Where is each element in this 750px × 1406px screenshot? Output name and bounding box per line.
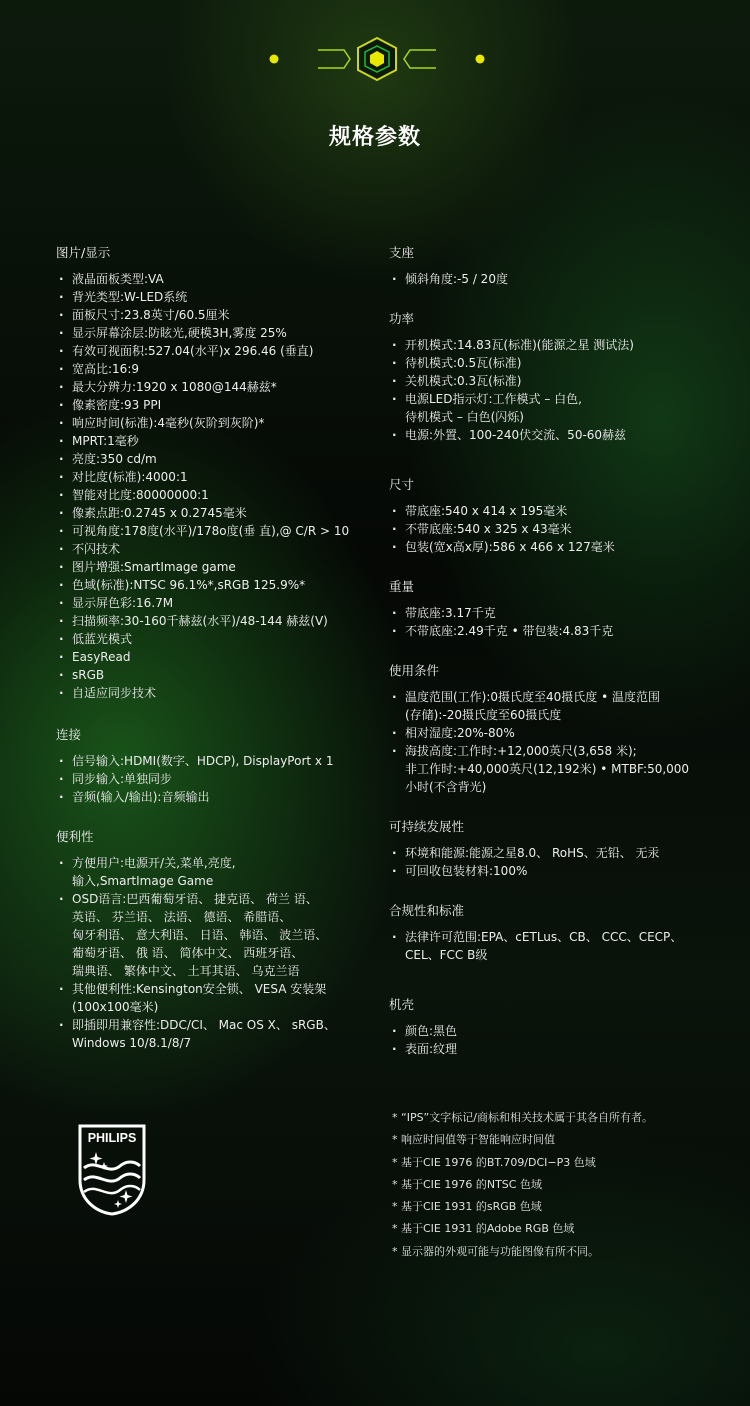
spec-item: · 表面:纹理: [389, 1040, 709, 1058]
spec-section: [56, 726, 366, 806]
spec-item: · 面板尺寸:23.8英寸/60.5厘米: [56, 306, 366, 324]
svg-text:PHILIPS: PHILIPS: [87, 1131, 137, 1145]
spec-item: · 关机模式:0.3瓦(标准): [389, 372, 709, 390]
header-ornament: [86, 36, 668, 82]
spec-item: · 即插即用兼容性:DDC/CI、 Mac OS X、 sRGB、 Windows 10/8.1/8/7: [56, 1016, 366, 1052]
spec-item: · 电源LED指示灯:工作模式 – 白色, 待机模式 – 白色(闪烁): [389, 390, 709, 426]
spec-section: [389, 662, 709, 796]
spec-item: · 待机模式:0.5瓦(标准): [389, 354, 709, 372]
spec-item: · 响应时间(标准):4毫秒(灰阶到灰阶)*: [56, 414, 366, 432]
spec-item: · 最大分辨力:1920 x 1080@144赫兹*: [56, 378, 366, 396]
spec-item: · 不闪技术: [56, 540, 366, 558]
section-title: 便利性: [56, 829, 94, 844]
spec-item: · 宽高比:16:9: [56, 360, 366, 378]
spec-item: · 显示屏色彩:16.7M: [56, 594, 366, 612]
spec-section: [389, 310, 709, 444]
footnote: * 基于CIE 1976 的BT.709/DCI−P3 色域: [392, 1155, 596, 1169]
spec-list: [389, 604, 709, 640]
section-title: 图片/显示: [56, 245, 111, 260]
section-title: 机壳: [389, 997, 415, 1012]
spec-item: · 温度范围(工作):0摄氏度至40摄氏度 • 温度范围 (存储):-20摄氏度至60摄氏度: [389, 688, 709, 724]
spec-list: [56, 270, 366, 702]
spec-item: · 方便用户:电源开/关,菜单,亮度, 输入,SmartImage Game: [56, 854, 366, 890]
spec-item: · 不带底座:2.49千克 • 带包装:4.83千克: [389, 622, 709, 640]
spec-item: · 可视角度:178度(水平)/178o度(垂 直),@ C/R > 10: [56, 522, 366, 540]
footnote: * 基于CIE 1931 的Adobe RGB 色域: [392, 1222, 575, 1236]
spec-item: · 自适应同步技术: [56, 684, 366, 702]
spec-list: [389, 270, 709, 288]
spec-section: [389, 476, 709, 556]
spec-list: [389, 844, 709, 880]
spec-item: · 色域(标准):NTSC 96.1%*,sRGB 125.9%*: [56, 576, 366, 594]
footnote: * “IPS”文字标记/商标和相关技术属于其各自所有者。: [392, 1111, 653, 1124]
spec-item: · 背光类型:W-LED系统: [56, 288, 366, 306]
spec-list: [389, 1022, 709, 1058]
spec-item: · 像素密度:93 PPI: [56, 396, 366, 414]
footnote: * 显示器的外观可能与功能图像有所不同。: [392, 1244, 599, 1258]
spec-item: · 音频(输入/输出):音频输出: [56, 788, 366, 806]
section-title: 支座: [389, 245, 415, 260]
spec-section: [389, 244, 709, 288]
spec-item: · EasyRead: [56, 648, 366, 666]
section-title: 合规性和标准: [389, 903, 465, 918]
spec-item: · 像素点距:0.2745 x 0.2745毫米: [56, 504, 366, 522]
right-spec-column: [389, 244, 709, 1078]
spec-item: · 亮度:350 cd/m: [56, 450, 366, 468]
footnote: * 基于CIE 1931 的sRGB 色域: [392, 1200, 542, 1214]
spec-item: · 扫描频率:30-160千赫兹(水平)/48-144 赫兹(V): [56, 612, 366, 630]
section-title: 尺寸: [389, 477, 415, 492]
left-spec-column: [56, 244, 366, 1072]
spec-section: [389, 902, 709, 964]
spec-item: · 显示屏幕涂层:防眩光,硬模3H,雾度 25%: [56, 324, 366, 342]
spec-section: [389, 578, 709, 640]
spec-item: · 可回收包装材料:100%: [389, 862, 709, 880]
spec-item: · 低蓝光模式: [56, 630, 366, 648]
spec-item: · 法律许可范围:EPA、cETLus、CB、 CCC、CECP、 CEL、FCC B级: [389, 928, 709, 964]
spec-list: [56, 854, 366, 1052]
spec-list: [389, 928, 709, 964]
spec-item: · 不带底座:540 x 325 x 43毫米: [389, 520, 709, 538]
section-title: 使用条件: [389, 663, 440, 678]
spec-item: · 对比度(标准):4000:1: [56, 468, 366, 486]
spec-section: [56, 828, 366, 1052]
spec-item: · 智能对比度:80000000:1: [56, 486, 366, 504]
spec-item: · 包装(宽x高x厚):586 x 466 x 127毫米: [389, 538, 709, 556]
spec-item: · 液晶面板类型:VA: [56, 270, 366, 288]
footnote: * 基于CIE 1976 的NTSC 色域: [392, 1177, 542, 1191]
section-title: 可持续发展性: [389, 819, 465, 834]
spec-list: [389, 688, 709, 796]
section-title: 重量: [389, 579, 415, 594]
spec-item: · 图片增强:SmartImage game: [56, 558, 366, 576]
spec-item: · 同步输入:单独同步: [56, 770, 366, 788]
spec-section: [56, 244, 366, 702]
spec-item: · sRGB: [56, 666, 366, 684]
philips-logo: [78, 1124, 146, 1216]
spec-item: · 电源:外置、100-240伏交流、50-60赫兹: [389, 426, 709, 444]
spec-item: · 倾斜角度:-5 / 20度: [389, 270, 709, 288]
spec-item: · 相对湿度:20%-80%: [389, 724, 709, 742]
page-title: 规格参数: [328, 125, 421, 150]
spec-item: · 海拔高度:工作时:+12,000英尺(3,658 米); 非工作时:+40,000英尺(12,192米) • MTBF:50,000 小时(不含背光): [389, 742, 709, 796]
spec-item: · 信号输入:HDMI(数字、HDCP), DisplayPort x 1: [56, 752, 366, 770]
spec-list: [56, 752, 366, 806]
spec-item: · 带底座:3.17千克: [389, 604, 709, 622]
footnotes: [392, 1107, 712, 1263]
spec-item: · 其他便利性:Kensington安全锁、 VESA 安装架 (100x100毫米): [56, 980, 366, 1016]
footnote: * 响应时间值等于智能响应时间值: [392, 1133, 555, 1147]
spec-item: · OSD语言:巴西葡萄牙语、 捷克语、 荷兰 语、 英语、 芬兰语、 法语、 德语、 希腊语、 匈牙利语、 意大利语、 日语、 韩语、 波兰语、 葡萄牙语、 俄 语、 简体中文、 西班牙语、 瑞典语、 繁体中文、 土耳其语、 乌克兰语: [56, 890, 366, 980]
spec-section: [389, 818, 709, 880]
section-title: 连接: [56, 727, 82, 742]
spec-item: · 有效可视面积:527.04(水平)x 296.46 (垂直): [56, 342, 366, 360]
spec-item: · 带底座:540 x 414 x 195毫米: [389, 502, 709, 520]
spec-item: · 环境和能源:能源之星8.0、 RoHS、无铅、 无汞: [389, 844, 709, 862]
spec-item: · 开机模式:14.83瓦(标准)(能源之星 测试法): [389, 336, 709, 354]
spec-item: · MPRT:1毫秒: [56, 432, 366, 450]
section-title: 功率: [389, 311, 415, 326]
spec-list: [389, 336, 709, 444]
spec-item: · 颜色:黑色: [389, 1022, 709, 1040]
spec-list: [389, 502, 709, 556]
spec-section: [389, 996, 709, 1058]
